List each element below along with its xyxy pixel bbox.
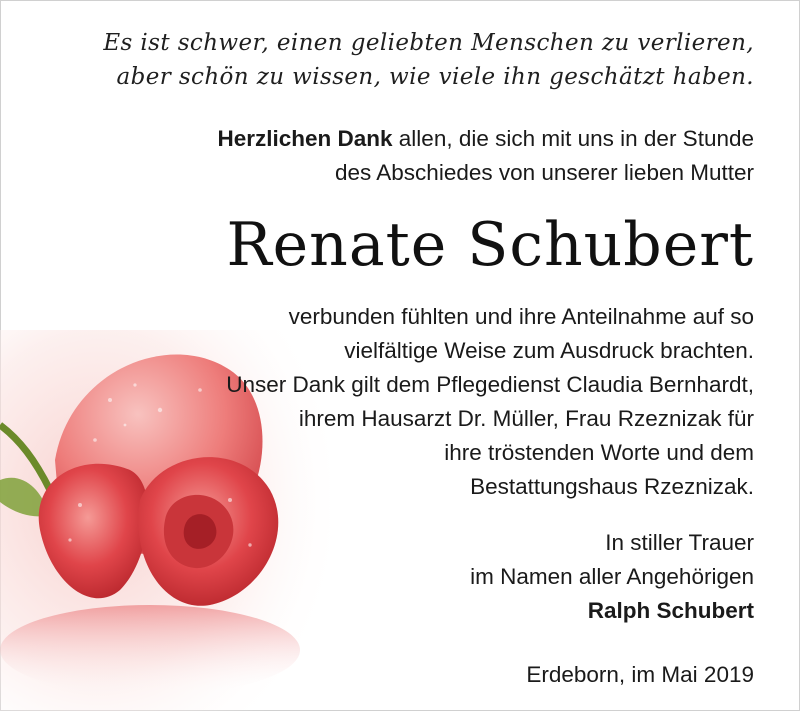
place-date: Erdeborn, im Mai 2019 — [526, 662, 754, 687]
body-line: ihre tröstenden Worte und dem — [444, 440, 754, 465]
notice-content — [40, 26, 754, 692]
motto-line-1: Es ist schwer, einen geliebten Menschen zu verlieren, — [103, 30, 754, 56]
signer-name: Ralph Schubert — [587, 598, 754, 623]
motto-quote — [40, 26, 754, 94]
body-line: verbunden fühlten und ihre Anteilnahme auf so — [288, 304, 754, 329]
closing-line-1: In stiller Trauer — [605, 530, 754, 555]
body-line: ihrem Hausarzt Dr. Müller, Frau Rzeznizak für — [298, 406, 754, 431]
intro-line-1-rest: allen, die sich mit uns in der Stunde — [392, 126, 754, 151]
body-line: Unser Dank gilt dem Pflegedienst Claudia Bernhardt, — [226, 372, 754, 397]
closing-block — [40, 526, 754, 628]
body-line: vielfältige Weise zum Ausdruck brachten. — [344, 338, 754, 363]
motto-line-2: aber schön zu wissen, wie viele ihn geschätzt haben. — [116, 64, 754, 90]
intro-line-2: des Abschiedes von unserer lieben Mutter — [335, 160, 754, 185]
intro-bold: Herzlichen Dank — [217, 126, 393, 151]
deceased-name: Renate Schubert — [226, 210, 754, 280]
intro-line-1 — [40, 122, 754, 156]
body-text — [40, 300, 754, 504]
body-line: Bestattungshaus Rzeznizak. — [470, 474, 754, 499]
closing-line-2: im Namen aller Angehörigen — [470, 564, 754, 589]
intro-text — [40, 122, 754, 190]
